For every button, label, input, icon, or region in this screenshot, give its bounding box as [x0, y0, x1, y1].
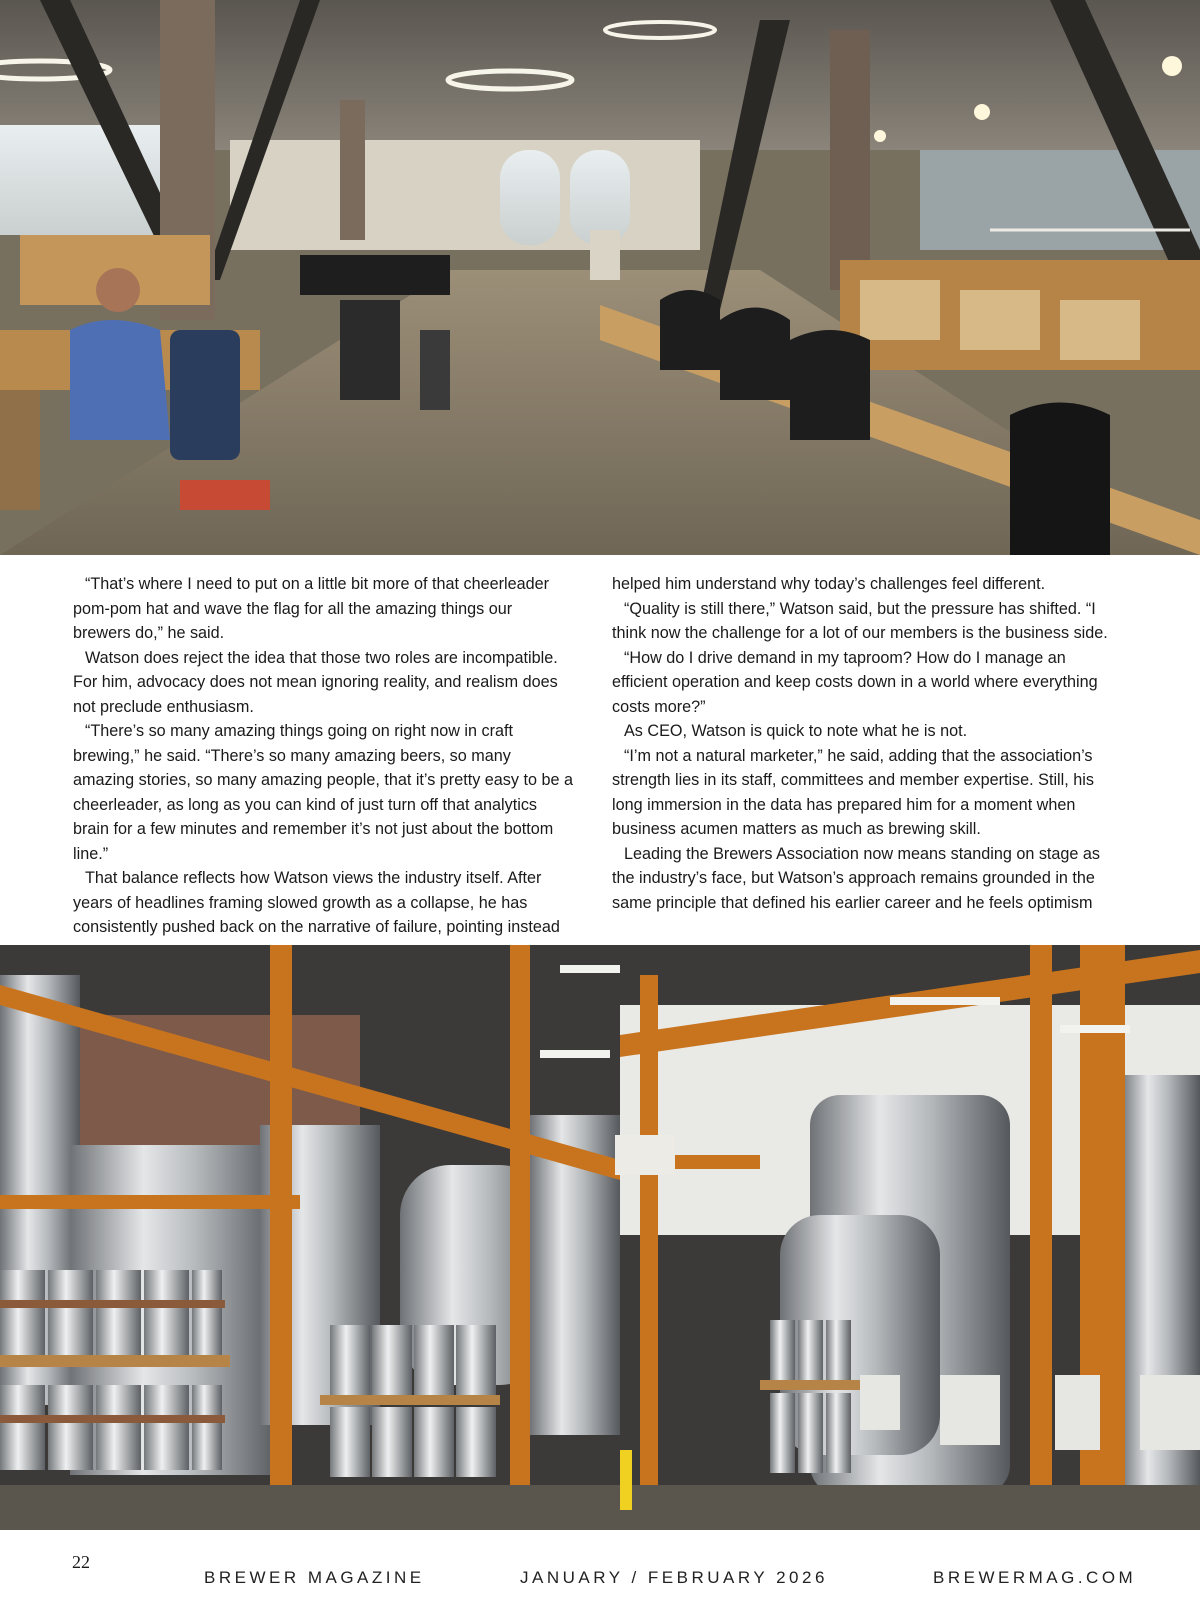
office-photo [0, 0, 1200, 555]
paragraph: As CEO, Watson is quick to note what he is not. [624, 722, 968, 740]
paragraph: “How do I drive demand in my taproom? How do I manage an efficient operation and keep costs down in a world where everything costs more?” [612, 648, 1098, 716]
paragraph: helped him understand why today’s challenges feel different. [612, 575, 1046, 593]
paragraph: “Quality is still there,” Watson said, but the pressure has shifted. “I think now the challenge for a lot of our members is the business side. [612, 599, 1108, 642]
paragraph: “I’m not a natural marketer,” he said, adding that the association’s strength lies in its staff, committees and member expertise. Still, his long immersion in the data has prepared him for a moment when business acumen matters as much as brewing skill. [612, 746, 1094, 838]
paragraph: Leading the Brewers Association now means standing on stage as the industry’s face, but Watson’s approach remains grounded in the same principle that defined his earlier career and he feels optimism [612, 844, 1101, 912]
brewhouse-photo [0, 945, 1200, 1530]
page-footer [0, 1548, 1200, 1588]
article-column-left [73, 572, 574, 942]
paragraph: “There’s so many amazing things going on right now in craft brewing,” he said. “There’s so many amazing beers, so many amazing stories, so many amazing people, that it’s pretty easy to be a cheerleader, as long as you can kind of just turn off that analytics brain for a few minutes and remember it’s not just about the bottom line.” [73, 722, 573, 863]
paragraph: That balance reflects how Watson views the industry itself. After years of headlines framing slowed growth as a collapse, he has consistently pushed back on the narrative of failure, pointing instead [73, 869, 560, 936]
paragraph: “That’s where I need to put on a little bit more of that cheerleader pom-pom hat and wave the flag for all the amazing things our brewers do,” he said. [73, 575, 550, 642]
website-url: BREWERMAG.COM [933, 1568, 1137, 1587]
paragraph: Watson does reject the idea that those two roles are incompatible. For him, advocacy does not mean ignoring reality, and realism does not preclude enthusiasm. [73, 648, 558, 716]
magazine-name: BREWER MAGAZINE [204, 1568, 425, 1587]
article-body [73, 572, 1113, 942]
article-column-right [612, 572, 1113, 942]
issue-date: JANUARY / FEBRUARY 2026 [520, 1568, 828, 1587]
page-number: 22 [72, 1552, 90, 1572]
